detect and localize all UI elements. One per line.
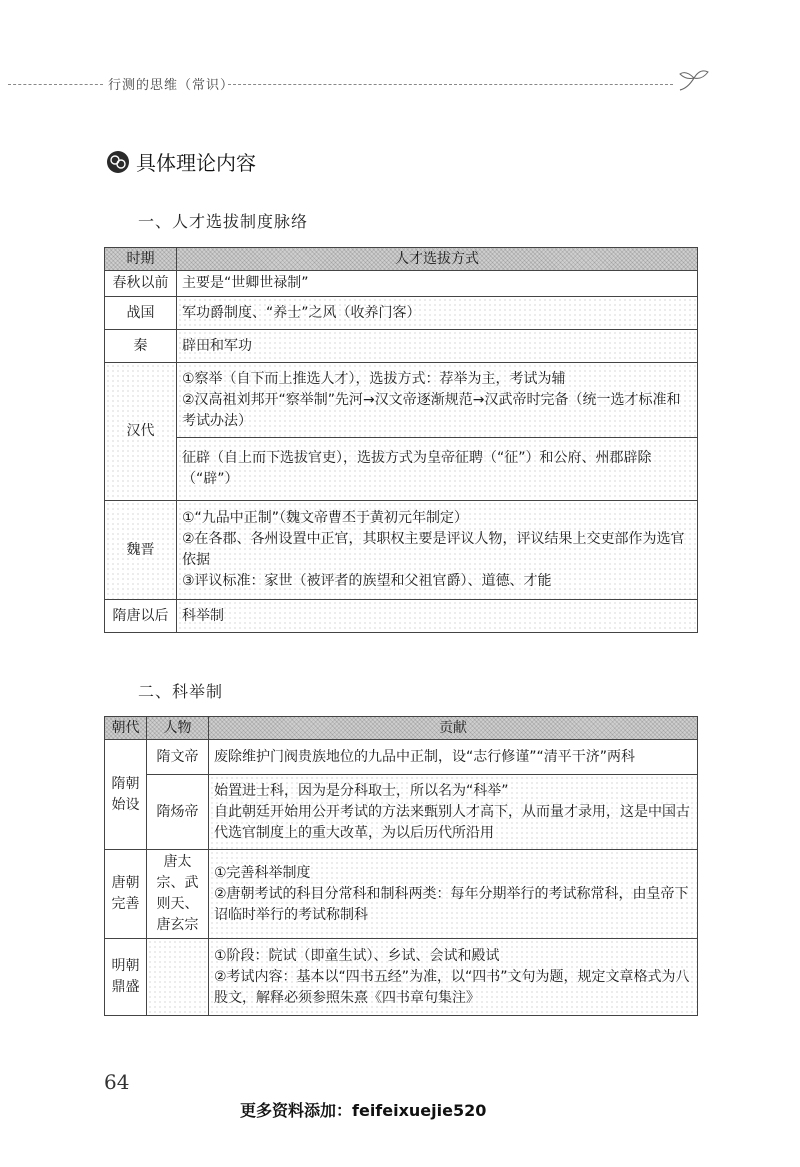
section-title	[106, 147, 256, 176]
method-cell	[177, 501, 698, 600]
method-cell	[177, 438, 698, 501]
table-row	[105, 363, 698, 438]
contribution-line: ②考试内容：基本以“四书五经”为准，以“四书”文句为题，规定文章格式为八股文，解释必须参照朱熹《四书章句集注》	[214, 968, 690, 1006]
period-cell: 秦	[105, 330, 177, 363]
period-cell: 战国	[105, 297, 177, 330]
dynasty-cell: 明朝鼎盛	[105, 939, 147, 1016]
person-cell: 唐太宗、武则天、唐玄宗	[147, 850, 209, 939]
table-row	[105, 501, 698, 600]
part2-heading: 二、科举制	[138, 682, 224, 701]
table-row	[105, 775, 698, 850]
contribution-line: ①完善科举制度	[214, 864, 311, 881]
table-row	[105, 330, 698, 363]
table-row	[105, 271, 698, 297]
method-line: ③评议标准：家世（被评者的族望和父祖官爵）、道德、才能	[182, 573, 552, 589]
section-badge-icon	[106, 150, 130, 174]
imperial-exam-table	[104, 716, 698, 1016]
method-line: 征辟（自上而下选拔官吏），选拔方式为皇帝征聘（“征”）和公府、州郡辟除（“辟”）	[182, 450, 652, 487]
talent-selection-table	[104, 247, 698, 633]
method-line: ①“九品中正制”（魏文帝曹丕于黄初元年制定）	[182, 510, 469, 526]
period-cell: 春秋以前	[105, 271, 177, 297]
contribution-line: 始置进士科，因为是分科取士，所以名为“科举”	[214, 782, 509, 799]
column-header-dynasty: 朝代	[105, 717, 147, 740]
column-header-period: 时期	[105, 248, 177, 271]
table-row	[105, 850, 698, 939]
footer-note: 更多资料添加：feifeixuejie520	[240, 1101, 487, 1120]
period-cell: 隋唐以后	[105, 600, 177, 633]
method-cell: 军功爵制度、“养士”之风（收养门客）	[177, 297, 698, 330]
running-header	[0, 70, 800, 100]
table-row	[105, 939, 698, 1016]
method-line: ②汉高祖刘邦开“察举制”先河→汉文帝逐渐规范→汉武帝时完备（统一选才标准和考试办法）	[182, 391, 681, 429]
table-row	[105, 600, 698, 633]
column-header-contribution: 贡献	[209, 717, 698, 740]
page-number: 64	[104, 1070, 130, 1094]
contribution-line: ②唐朝考试的科目分常科和制科两类：每年分期举行的考试称常科，由皇帝下诏临时举行的考试称制科	[214, 885, 689, 923]
table-header-row	[105, 717, 698, 740]
table-row	[105, 438, 698, 501]
part1-heading: 一、人才选拔制度脉络	[138, 212, 309, 231]
contribution-line: ①阶段：院试（即童生试）、乡试、会试和殿试	[214, 947, 500, 964]
contribution-cell	[209, 775, 698, 850]
contribution-line: 自此朝廷开始用公开考试的方法来甄别人才高下，从而量才录用，这是中国古代选官制度上的重大改革，为以后历代所沿用	[214, 803, 690, 841]
person-cell	[147, 939, 209, 1016]
method-line: ②在各郡、各州设置中正官，其职权主要是评议人物，评议结果上交吏部作为选官依据	[182, 531, 685, 568]
dynasty-cell: 隋朝始设	[105, 740, 147, 850]
table-header-row	[105, 248, 698, 271]
period-cell: 汉代	[105, 363, 177, 501]
section-title-text: 具体理论内容	[136, 151, 256, 175]
person-cell: 隋文帝	[147, 740, 209, 775]
header-rule-right	[228, 84, 673, 85]
method-line: ①察举（自下而上推选人才），选拔方式：荐举为主，考试为辅	[182, 370, 566, 387]
contribution-cell	[209, 939, 698, 1016]
method-cell: 主要是“世卿世禄制”	[177, 271, 698, 297]
leaf-ornament-icon	[676, 64, 716, 94]
table-row	[105, 297, 698, 330]
period-cell: 魏晋	[105, 501, 177, 600]
method-cell: 辟田和军功	[177, 330, 698, 363]
method-cell: 科举制	[177, 600, 698, 633]
contribution-cell: 废除维护门阀贵族地位的九品中正制，设“志行修谨”“清平干济”两科	[209, 740, 698, 775]
column-header-method: 人才选拔方式	[177, 248, 698, 271]
dynasty-cell: 唐朝完善	[105, 850, 147, 939]
header-rule-left	[8, 84, 103, 85]
person-cell: 隋炀帝	[147, 775, 209, 850]
table-row	[105, 740, 698, 775]
contribution-cell	[209, 850, 698, 939]
method-cell	[177, 363, 698, 438]
running-title: 行测的思维（常识）	[108, 78, 235, 93]
column-header-person: 人物	[147, 717, 209, 740]
